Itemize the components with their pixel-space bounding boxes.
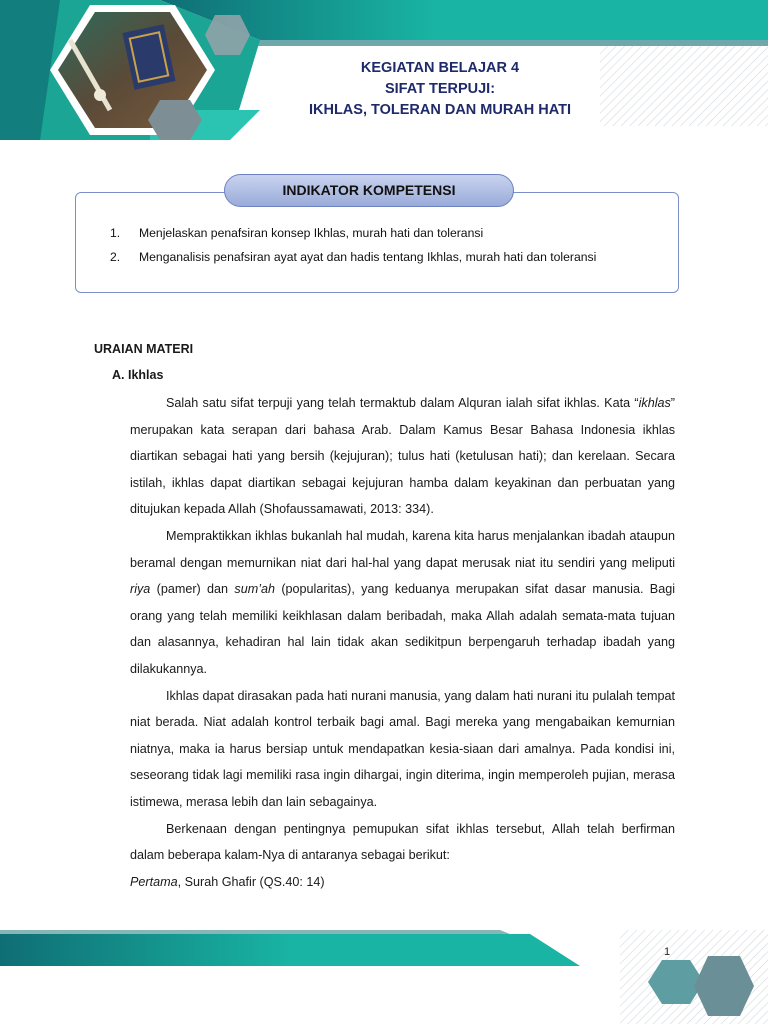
paragraph: Berkenaan dengan pentingnya pemupukan sifat ikhlas tersebut, Allah telah berfirman dalam beberapa kalam-Nya di antaranya sebagai berikut: bbox=[130, 821, 675, 863]
text-run: (pamer) dan bbox=[150, 582, 235, 597]
subsection-label: Ikhlas bbox=[128, 368, 164, 382]
list-text: Menganalisis penafsiran ayat ayat dan hadis tentang Ikhlas, murah hati dan toleransi bbox=[139, 250, 597, 264]
competency-heading: INDIKATOR KOMPETENSI bbox=[224, 174, 514, 207]
citation-line bbox=[130, 869, 675, 896]
paragraph bbox=[130, 523, 675, 683]
text-run: Mempraktikkan ikhlas bukanlah hal mudah, karena kita harus menjalankan ibadah ataupun beramal dengan memurnikan niat dari hal-hal yang dapat merusak niat itu sendiri yang meliputi bbox=[130, 528, 675, 570]
list-item bbox=[110, 250, 596, 274]
competency-list bbox=[110, 226, 596, 274]
paragraph: Ikhlas dapat dirasakan pada hati nurani manusia, yang dalam hati nurani itu pulalah tempat niat berada. Niat adalah kontrol terbaik bagi amal. Bagi mereka yang mengabaikan kemurnian niatnya, maka ia harus bersiap untuk mendapatkan kesia-siaan dari amalnya. Pada kondisi ini, seseorang tidak lagi memiliki rasa ingin dihargai, ingin diterima, ingin memperoleh pujian, merasa istimewa, merasa lebih dan lain sebagainya. bbox=[130, 688, 675, 809]
title-line-3: IKHLAS, TOLERAN DAN MURAH HATI bbox=[308, 102, 572, 118]
list-text: Menjelaskan penafsiran konsep Ikhlas, murah hati dan toleransi bbox=[139, 226, 484, 240]
title-line-1: KEGIATAN BELAJAR 4 bbox=[360, 60, 520, 76]
page-number: 1 bbox=[664, 946, 671, 958]
page-title bbox=[250, 58, 630, 121]
title-line-2: SIFAT TERPUJI: bbox=[384, 81, 496, 97]
list-number: 1. bbox=[110, 226, 121, 240]
text-run: Salah satu sifat terpuji yang telah termaktub dalam Alquran ialah sifat ikhlas. Kata “ bbox=[166, 396, 639, 410]
footer-decoration bbox=[0, 930, 768, 1024]
text-run-italic: riya bbox=[130, 582, 151, 597]
paragraph bbox=[130, 390, 675, 523]
text-run: (popularitas), yang keduanya merupakan sifat dasar manusia. Bagi orang yang telah memiliki keikhlasan dalam beribadah, maka Allah adalah semata-mata tujuan dan alasannya, kehadiran hal lain tidak akan sedikitpun berpengaruh terhadap ibadah yang dilakukannya. bbox=[130, 582, 676, 676]
subsection-letter: A. bbox=[112, 368, 125, 382]
list-item bbox=[110, 226, 596, 250]
text-run-italic: Pertama bbox=[130, 874, 178, 889]
subsection-title bbox=[112, 368, 163, 382]
list-number: 2. bbox=[110, 250, 121, 264]
text-run: , Surah Ghafir (QS.40: 14) bbox=[177, 874, 325, 889]
text-run-italic: ikhlas bbox=[638, 396, 671, 410]
text-run-italic: sum’ah bbox=[234, 582, 276, 597]
section-title: URAIAN MATERI bbox=[94, 342, 194, 356]
text-run: ” merupakan kata serapan dari bahasa Arab. Dalam Kamus Besar Bahasa Indonesia ikhlas diartikan sebagai hati yang bersih (kejujuran); tulus hati (ketulusan hati); dan kerelaan. Secara istilah, ikhlas dapat diartikan sebagai kejujuran hamba dalam keyakinan dan perbuatan yang ditujukan kepada Allah (Shofaussamawati, 2013: 334). bbox=[130, 396, 675, 517]
body-text bbox=[130, 390, 675, 895]
header-banner bbox=[0, 0, 768, 150]
